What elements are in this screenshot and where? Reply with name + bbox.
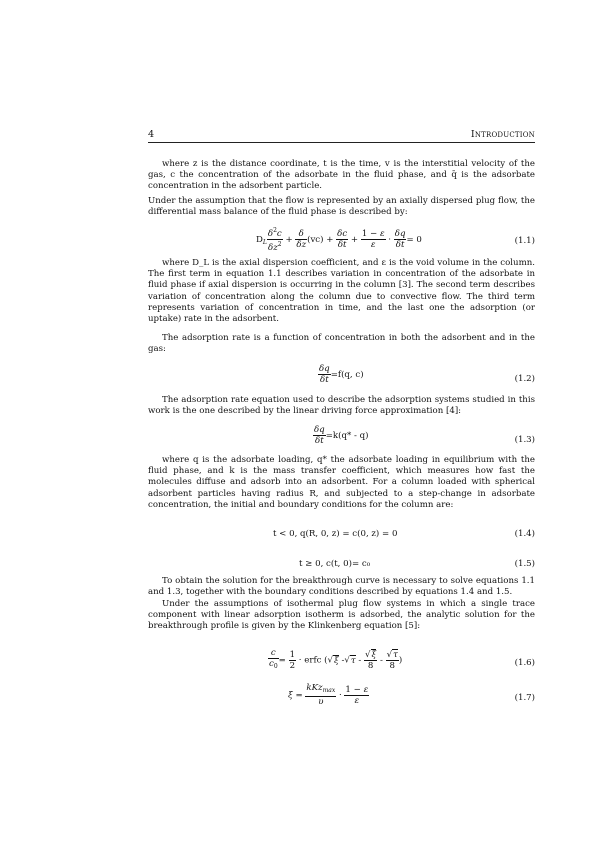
equation-1-3-body: $\frac{\delta q}{\delta t}$ =k(q* - q): [314, 425, 369, 446]
equation-1-6: [148, 648, 535, 678]
equation-1-3-rhs: =k(q* - q): [325, 431, 369, 441]
paragraph-3: where D_L is the axial dispersion coefficient, and ε is the void volume in the column. The first term in equation 1.1 describes variation in concentration of the adsorbate in fluid phase if axial dispersion is occurring in the column [3]. The second term describes variation of concentration along the column due to convective flow. The third term represents variation of concentration in time, and the last one the adsorption (or uptake) rate in the adsorbent.: [148, 258, 535, 325]
page-number: 4: [148, 129, 155, 140]
paragraph-4: The adsorption rate is a function of concentration in both the adsorbent and in the gas:: [148, 333, 535, 355]
paragraph-5: The adsorption rate equation used to describe the adsorption systems studied in this work is the one described by the linear driving force approximation [4]:: [148, 395, 535, 417]
equation-number: (1.7): [514, 693, 535, 703]
equation-1-4-body: t < 0, q(R, 0, z) = c(0, z) = 0: [273, 529, 398, 539]
page-header: [148, 129, 535, 141]
equation-1-1-body: $D_L$ $\frac{\delta^2c}{\delta z^2}$ + $\frac{\delta}{\delta z}$ (vc) + $\frac{\delta c}{\delta t}$ + $\frac{1 - \varepsilon}{\varepsilon}$ · $\frac{\delta q}{\delta t}$ = 0: [256, 227, 422, 253]
equation-1-1: [148, 226, 535, 258]
equation-1-3: [148, 425, 535, 455]
paragraph-8: Under the assumptions of isothermal plug flow systems in which a single trace component with linear adsorption isotherm is adsorbed, the analytic solution for the breakthrough profile is given by the Klinkenberg equation [5]:: [148, 599, 535, 632]
running-title: Introduction: [470, 129, 535, 140]
paragraph-2: Under the assumption that the flow is represented by an axially dispersed plug flow, the differential mass balance of the fluid phase is described by:: [148, 196, 535, 218]
paragraph-6: where q is the adsorbate loading, q* the adsorbate loading in equilibrium with the fluid phase, and k is the mass transfer coefficient, which measures how fast the molecules diffuse and adsorb into an adsorbent. For a column loaded with spherical adsorbent particles having radius R, and subjected to a step-change in adsorbate concentration, the initial and boundary conditions for the column are:: [148, 455, 535, 510]
equation-1-7-body: ξ = $\frac{kKz_{max}}{\upsilon}$ · $\frac{1 - \varepsilon}{\varepsilon}$: [288, 683, 369, 707]
equation-1-2-rhs: =f(q, c): [330, 370, 364, 380]
equation-number: (1.3): [514, 435, 535, 445]
equation-1-5: [148, 559, 535, 571]
header-rule: [148, 142, 535, 143]
equation-1-4: [148, 529, 535, 541]
equation-number: (1.4): [514, 529, 535, 539]
equation-1-6-body: $\frac{c}{c_0}$ = $\frac{1}{2}$ · erfc (√ξ -√τ - $\frac{√\xi}{8}$ - $\frac{√\tau}{8}$ ): [269, 648, 403, 671]
paragraph-1: where z is the distance coordinate, t is the time, v is the interstitial velocity of the gas, c the concentration of the adsorbate in the fluid phase, and q̄ is the adsorbate concentration in the adsorbent particle.: [148, 159, 535, 192]
equation-number: (1.1): [514, 236, 535, 246]
equation-1-2-body: $\frac{\delta q}{\delta t}$ =f(q, c): [319, 364, 364, 385]
paragraph-7: To obtain the solution for the breakthrough curve is necessary to solve equations 1.1 and 1.3, together with the boundary conditions described by equations 1.4 and 1.5.: [148, 576, 535, 598]
equation-1-2: [148, 364, 535, 394]
equation-1-7: [148, 683, 535, 713]
equation-number: (1.5): [514, 559, 535, 569]
equation-1-5-body: t ≥ 0, c(t, 0)= c₀: [299, 559, 371, 569]
equation-number: (1.2): [514, 374, 535, 384]
equation-number: (1.6): [514, 658, 535, 668]
